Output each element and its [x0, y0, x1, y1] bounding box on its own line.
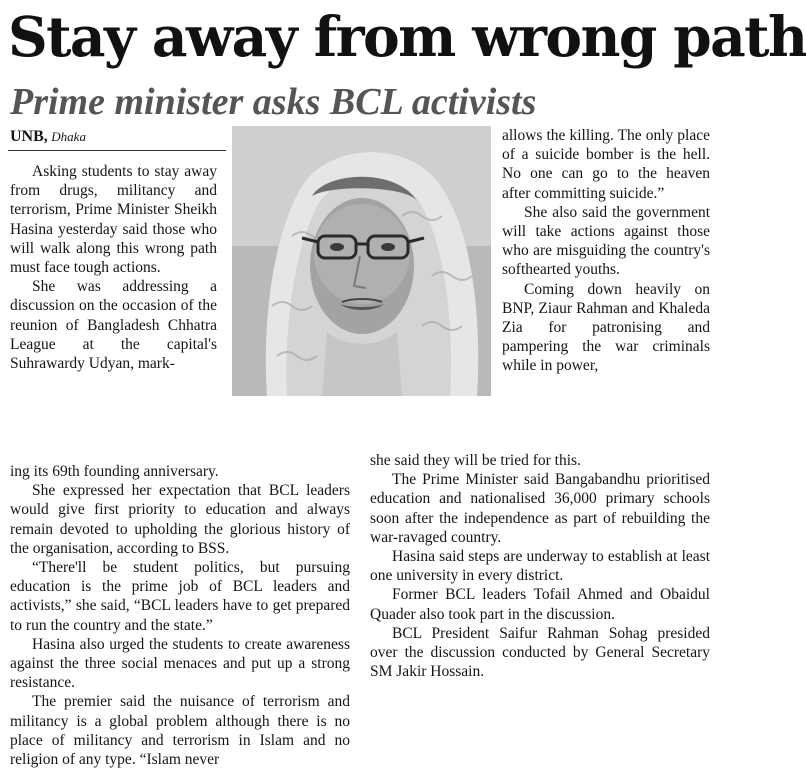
article-paragraph: She expressed her expectation that BCL leaders would give first priority to education and always remain devoted to upholding the glorious history of the organisation, according to BSS. — [10, 482, 350, 557]
article-paragraph: Coming down heavily on BNP, Ziaur Rahman and Khaleda Zia for patronising and pampering the war criminals while in power, — [502, 280, 710, 375]
article-paragraph: Hasina said steps are underway to establish at least one university in every district. — [370, 548, 710, 585]
headline: Stay away from wrong path — [8, 4, 806, 69]
byline-agency: UNB, — [10, 128, 48, 145]
article-column-2 — [10, 462, 350, 780]
article-paragraph: She also said the government will take actions against those who are misguiding the country's softhearted youths. — [502, 203, 710, 279]
article-paragraph: The Prime Minister said Bangabandhu prioritised education and nationalised 36,000 primary schools soon after the independence as part of rebuilding the war-ravaged country. — [370, 471, 710, 546]
article-column-3 — [502, 126, 710, 460]
article-paragraph: she said they will be tried for this. — [370, 452, 581, 469]
byline-divider — [8, 150, 226, 151]
article-paragraph: Asking students to stay away from drugs, militancy and terrorism, Prime Minister Sheikh Hasina yesterday said those who will walk along this wrong path must face tough actions. — [10, 163, 217, 277]
article-paragraph: ing its 69th founding anniversary. — [10, 463, 219, 480]
article-paragraph: allows the killing. The only place of a suicide bomber is the hell. No one can go to the heaven after committing suicide.” — [502, 127, 710, 202]
byline-city: Dhaka — [51, 129, 86, 144]
portrait-photo — [232, 126, 491, 396]
subheadline: Prime minister asks BCL activists — [10, 81, 537, 123]
article-paragraph: Former BCL leaders Tofail Ahmed and Obaidul Quader also took part in the discussion. — [370, 586, 710, 623]
portrait-image — [232, 126, 491, 396]
article-paragraph: The premier said the nuisance of terrorism and militancy is a global problem although there is no place of militancy and terrorism in Islam and no religion of any type. “Islam never — [10, 693, 350, 769]
byline — [10, 128, 86, 147]
article-column-1 — [10, 162, 217, 462]
article-paragraph: “There'll be student politics, but pursuing education is the prime job of BCL leaders and activists,” she said, “BCL leaders have to get prepared to run the country and the state.” — [10, 559, 350, 634]
article-paragraph: She was addressing a discussion on the occasion of the reunion of Bangladesh Chhatra League at the capital's Suhrawardy Udyan, mark- — [10, 278, 217, 373]
article-column-4 — [370, 451, 710, 751]
article-paragraph: BCL President Saifur Rahman Sohag presided over the discussion conducted by General Secretary SM Jakir Hossain. — [370, 624, 710, 681]
article-paragraph: Hasina also urged the students to create awareness against the three social menaces and put up a strong resistance. — [10, 635, 350, 692]
